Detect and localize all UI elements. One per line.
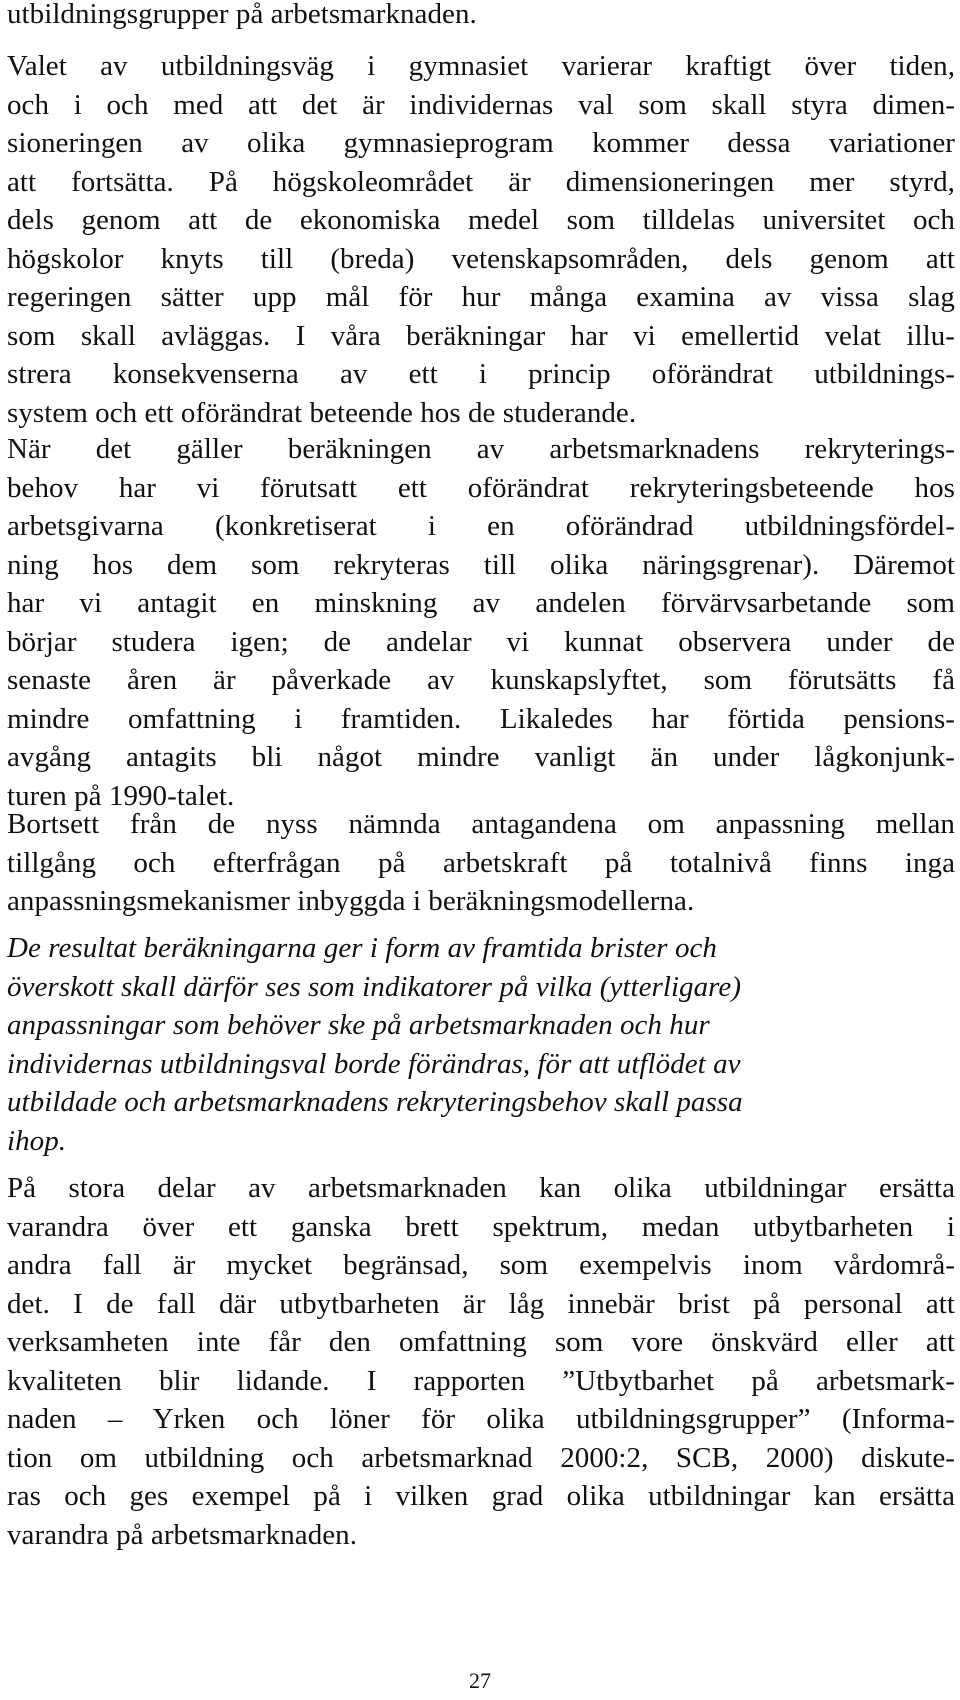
text-line: att fortsätta. På högskoleområdet är dimensioneringen mer styrd, [7, 165, 955, 198]
text-line: börjar studera igen; de andelar vi kunnat observera under de [7, 625, 955, 658]
text-line: utbildade och arbetsmarknadens rekryteringsbehov skall passa [7, 1086, 743, 1118]
text-line: strera konsekvenserna av ett i princip oförändrat utbildnings- [7, 358, 955, 390]
text-line: och i och med att det är individernas val som skall styra dimen- [7, 88, 955, 121]
text-line: behov har vi förutsatt ett oförändrat rekryteringsbeteende hos [7, 471, 955, 504]
text-line: andra fall är mycket begränsad, som exempelvis inom vårdområ- [7, 1249, 955, 1281]
paragraph-recruitment-need [7, 430, 955, 815]
paragraph-italic-indicators [7, 929, 955, 1160]
text-line: När det gäller beräkningen av arbetsmarknadens rekryterings- [7, 433, 955, 465]
text-line: ning hos dem som rekryteras till olika näringsgrenar). Däremot [7, 548, 955, 581]
text-line: system och ett oförändrat beteende hos de studerande. [7, 396, 637, 429]
paragraph-substitutability [7, 1169, 955, 1554]
text-line: varandra över ett ganska brett spektrum, medan utbytbarheten i [7, 1210, 955, 1243]
text-line: verksamheten inte får den omfattning som vore önskvärd eller att [7, 1326, 955, 1358]
text-line: det. I de fall där utbytbarheten är låg innebär brist på personal att [7, 1287, 955, 1320]
text-line: anpassningar som behöver ske på arbetsmarknaden och hur [7, 1009, 710, 1041]
text-line: tion om utbildning och arbetsmarknad 2000:2, SCB, 2000) diskute- [7, 1441, 955, 1474]
text-line: dels genom att de ekonomiska medel som tilldelas universitet och [7, 204, 955, 236]
text-line: turen på 1990-talet. [7, 779, 235, 812]
text-line: tillgång och efterfrågan på arbetskraft på totalnivå finns inga [7, 846, 955, 879]
text-line: varandra på arbetsmarknaden. [7, 1518, 358, 1551]
text-line: Bortsett från de nyss nämnda antagandena om anpassning mellan [7, 808, 955, 840]
text-line: högskolor knyts till (breda) vetenskapsområden, dels genom att [7, 242, 955, 275]
text-line: senaste åren är påverkade av kunskapslyftet, som förutsätts få [7, 664, 955, 696]
text-line: ihop. [7, 1124, 67, 1157]
text-line: har vi antagit en minskning av andelen förvärvsarbetande som [7, 587, 955, 619]
text-line: ras och ges exempel på i vilken grad olika utbildningar kan ersätta [7, 1480, 955, 1512]
text-line: kvaliteten blir lidande. I rapporten ”Utbytbarhet på arbetsmark- [7, 1364, 955, 1397]
text-line: avgång antagits bli något mindre vanligt än under lågkonjunk- [7, 741, 955, 773]
text-line: överskott skall därför ses som indikatorer på vilka (ytterligare) [7, 970, 742, 1003]
page-number: 27 [469, 1668, 491, 1693]
text-line: individernas utbildningsval borde förändras, för att utflödet av [7, 1047, 741, 1080]
paragraph-education-choice [7, 47, 955, 432]
text-line: Valet av utbildningsväg i gymnasiet varierar kraftigt över tiden, [7, 50, 955, 82]
text-line: anpassningsmekanismer inbyggda i beräkningsmodellerna. [7, 885, 695, 917]
text-line: sioneringen av olika gymnasieprogram kommer dessa variationer [7, 127, 955, 159]
text-line: mindre omfattning i framtiden. Likaledes har förtida pensions- [7, 702, 955, 735]
text-line: De resultat beräkningarna ger i form av framtida brister och [7, 932, 717, 964]
text-line: regeringen sätter upp mål för hur många examina av vissa slag [7, 281, 955, 313]
text-line: som skall avläggas. I våra beräkningar har vi emellertid velat illu- [7, 319, 955, 352]
text-line: arbetsgivarna (konkretiserat i en oförändrad utbildningsfördel- [7, 510, 955, 542]
text-line: utbildningsgrupper på arbetsmarknaden. [7, 0, 477, 30]
paragraph-continuation [7, 0, 955, 34]
text-line: På stora delar av arbetsmarknaden kan olika utbildningar ersätta [7, 1172, 955, 1204]
text-line: naden – Yrken och löner för olika utbildningsgrupper” (Informa- [7, 1403, 955, 1435]
paragraph-adjustment-mechanisms [7, 805, 955, 921]
